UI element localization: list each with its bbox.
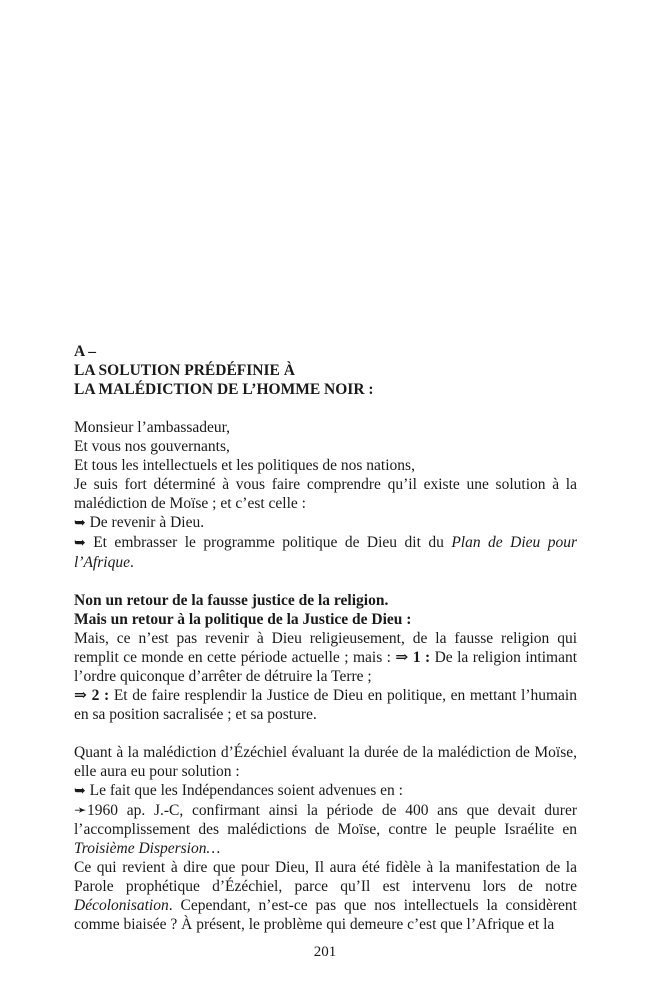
bullet-item <box>74 781 577 801</box>
double-arrow-icon: ⇒ <box>395 649 409 666</box>
arrow-icon: ➛ <box>74 802 87 819</box>
salutation-line-3: Et tous les intellectuels et les politiques de nos nations, <box>74 457 415 474</box>
bullet-text: Le fait que les Indépendances soient advenues en : <box>89 782 403 799</box>
salutation-line-1: Monsieur l’ambassadeur, <box>74 419 231 436</box>
salutation-line-2: Et vous nos gouvernants, <box>74 438 230 455</box>
point-number: 1 : <box>412 649 431 666</box>
bullet-item <box>74 513 577 533</box>
page-body <box>74 342 577 934</box>
heading-line-2: LA SOLUTION PRÉDÉFINIE À <box>74 362 295 379</box>
bullet-text: De revenir à Dieu. <box>89 514 205 531</box>
book-title: Plan de Dieu pour l’Afrique <box>74 534 578 571</box>
body-paragraph <box>74 629 577 686</box>
section-heading <box>74 342 577 399</box>
arrow-text: 1960 ap. J.-C, confirmant ainsi la période de 400 ans que devait durer l’accomplissement des malédictions de Moïse, contre le peuple Israélite en <box>74 802 577 838</box>
heading-line-3: LA MALÉDICTION DE L’HOMME NOIR : <box>74 381 374 398</box>
intro-paragraph: Quant à la malédiction d’Ézéchiel évaluant la durée de la malédiction de Moïse, elle aura eu pour solution : <box>74 744 577 780</box>
italic-term: Décolonisation <box>74 897 169 914</box>
body-text: Mais, ce n’est pas revenir à Dieu religieusement, de la fausse religion qui remplit ce monde en cette période actuelle ; mais : <box>74 630 577 666</box>
point-number: 2 : <box>91 687 110 704</box>
bullet-text: Et embrasser le programme politique de Dieu dit du <box>93 534 452 551</box>
bullet-text-end: . <box>129 554 134 571</box>
bullet-item <box>74 533 577 572</box>
bullet-arrow-icon: ➥ <box>74 784 86 799</box>
statement-text: Je suis fort déterminé à vous faire comprendre qu’il existe une solution à la malédiction de Moïse ; et c’est celle : <box>74 476 577 512</box>
double-arrow-icon: ⇒ <box>74 687 87 704</box>
subheading-2: Mais un retour à la politique de la Justice de Dieu : <box>74 611 412 628</box>
page-number: 201 <box>313 944 337 960</box>
arrow-item <box>74 801 577 858</box>
italic-phrase: Troisième Dispersion… <box>74 840 221 857</box>
body-text: Et de faire resplendir la Justice de Dieu en politique, en mettant l’humain en sa position sacralisée ; et sa posture. <box>74 687 577 723</box>
address-paragraph <box>74 418 577 572</box>
subheading-1: Non un retour de la fausse justice de la religion. <box>74 592 389 609</box>
heading-line-1: A – <box>74 343 96 360</box>
body-text: Ce qui revient à dire que pour Dieu, Il aura été fidèle à la manifestation de la Parole prophétique d’Ézéchiel, parce qu’Il est intervenu lors de notre <box>74 859 577 895</box>
bullet-arrow-icon: ➥ <box>74 516 86 531</box>
body-text: De la religion intimant l’ordre quiconque d’arrêter de détruire la Terre ; <box>74 649 577 685</box>
bullet-arrow-icon: ➥ <box>74 536 86 551</box>
return-section <box>74 591 577 724</box>
body-paragraph <box>74 858 577 934</box>
body-paragraph <box>74 686 577 724</box>
body-text: . Cependant, n’est-ce pas que nos intellectuels la considèrent comme biaisée ? À présent, le problème qui demeure c’est que l’Afrique et la <box>74 897 577 933</box>
ezekiel-section <box>74 743 577 934</box>
